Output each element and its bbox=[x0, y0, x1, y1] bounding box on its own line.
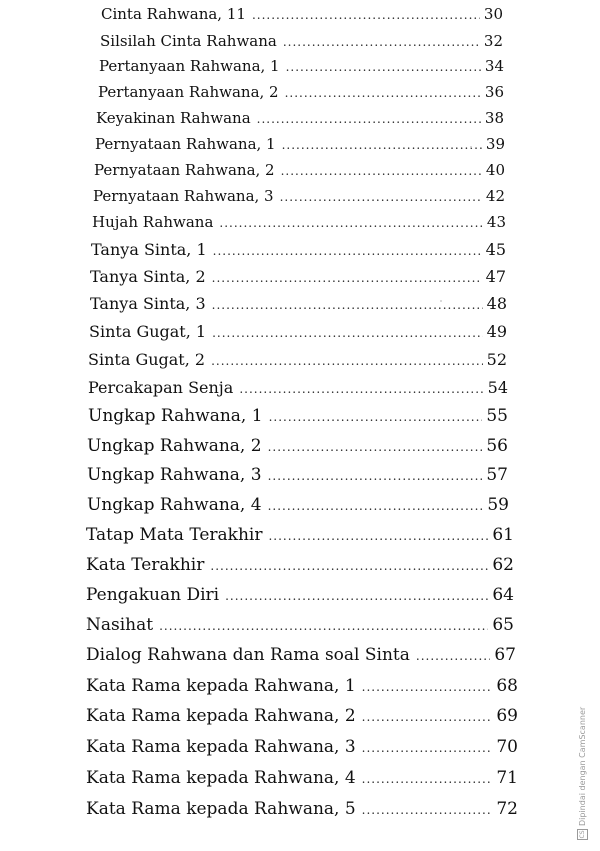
toc-entry-page: 45 bbox=[485, 240, 506, 259]
toc-entry bbox=[86, 587, 514, 604]
toc-entry-title: Pernyataan Rahwana, 1 bbox=[95, 135, 276, 153]
toc-entry-title: Ungkap Rahwana, 2 bbox=[87, 436, 262, 456]
toc-entry-title: Kata Rama kepada Rahwana, 3 bbox=[86, 737, 356, 757]
toc-entry-page: 42 bbox=[485, 187, 505, 205]
toc-entry-title: Pertanyaan Rahwana, 2 bbox=[98, 83, 279, 101]
toc-entry-title: Kata Terakhir bbox=[86, 555, 205, 575]
toc-entry-title: Keyakinan Rahwana bbox=[96, 109, 251, 127]
toc-entry-title: Ungkap Rahwana, 1 bbox=[88, 406, 263, 426]
toc-entry-title: Nasihat bbox=[86, 615, 154, 635]
toc-entry-page: 67 bbox=[494, 645, 516, 665]
dot-leader bbox=[268, 441, 483, 453]
toc-entry-page: 47 bbox=[485, 267, 506, 286]
dot-leader bbox=[285, 87, 481, 99]
toc-entry-page: 64 bbox=[492, 585, 514, 605]
toc-entry-title: Tanya Sinta, 2 bbox=[90, 267, 206, 286]
dot-leader bbox=[212, 327, 483, 339]
toc-entry-page: 49 bbox=[486, 322, 507, 341]
toc-entry-page: 71 bbox=[496, 768, 518, 788]
toc-entry-title: Percakapan Senja bbox=[88, 378, 234, 397]
dot-leader bbox=[362, 681, 493, 693]
toc-entry-title: Kata Rama kepada Rahwana, 4 bbox=[86, 768, 356, 788]
toc-entry bbox=[98, 85, 504, 100]
toc-entry bbox=[86, 770, 518, 787]
toc-entry bbox=[86, 739, 518, 756]
toc-entry-title: Tanya Sinta, 3 bbox=[90, 294, 206, 313]
toc-entry-page: 55 bbox=[486, 406, 508, 426]
toc-entry-title: Cinta Rahwana, 11 bbox=[101, 5, 246, 23]
dot-leader bbox=[268, 500, 484, 512]
toc-entry-page: 61 bbox=[492, 525, 514, 545]
toc-entry bbox=[87, 438, 508, 455]
scan-speck bbox=[470, 146, 472, 148]
camscanner-logo-icon: CS bbox=[579, 830, 586, 839]
toc-entry-title: Pernyataan Rahwana, 2 bbox=[94, 161, 275, 179]
toc-entry-page: 59 bbox=[487, 495, 509, 515]
toc-entry-page: 48 bbox=[486, 294, 507, 313]
toc-entry-page: 70 bbox=[496, 737, 518, 757]
toc-entry-title: Ungkap Rahwana, 4 bbox=[87, 495, 262, 515]
toc-entry-title: Ungkap Rahwana, 3 bbox=[87, 465, 262, 485]
toc-entry bbox=[86, 617, 514, 634]
toc-entry bbox=[96, 111, 504, 126]
toc-entry-page: 72 bbox=[496, 799, 518, 819]
dot-leader bbox=[362, 804, 493, 816]
toc-entry-title: Tatap Mata Terakhir bbox=[86, 525, 263, 545]
scan-speck bbox=[440, 300, 442, 302]
toc-entry bbox=[90, 296, 507, 312]
toc-entry bbox=[86, 678, 518, 695]
dot-leader bbox=[210, 560, 488, 572]
scanner-watermark bbox=[577, 707, 588, 840]
dot-leader bbox=[239, 383, 483, 395]
toc-entry-title: Silsilah Cinta Rahwana bbox=[100, 32, 277, 50]
dot-leader bbox=[268, 470, 483, 482]
dot-leader bbox=[280, 191, 482, 203]
dot-leader bbox=[268, 530, 488, 542]
dot-leader bbox=[225, 590, 488, 602]
dot-leader bbox=[212, 272, 482, 284]
toc-entry-title: Pengakuan Diri bbox=[86, 585, 220, 605]
toc-entry-page: 65 bbox=[492, 615, 514, 635]
toc-entry bbox=[93, 189, 505, 204]
toc-entry-title: Pernyataan Rahwana, 3 bbox=[93, 187, 274, 205]
dot-leader bbox=[257, 113, 481, 125]
toc-entry-page: 52 bbox=[486, 350, 507, 369]
toc-entry bbox=[86, 557, 514, 574]
toc-entry-title: Hujah Rahwana bbox=[92, 213, 214, 231]
toc-entry bbox=[99, 59, 504, 74]
toc-entry-title: Pertanyaan Rahwana, 1 bbox=[99, 57, 280, 75]
dot-leader bbox=[213, 245, 482, 257]
dot-leader bbox=[286, 61, 481, 73]
toc-entry bbox=[95, 137, 505, 152]
toc-entry bbox=[100, 34, 503, 49]
dot-leader bbox=[362, 742, 493, 754]
toc-entry-title: Sinta Gugat, 2 bbox=[88, 350, 206, 369]
toc-entry-page: 34 bbox=[484, 57, 504, 75]
toc-entry bbox=[86, 527, 514, 544]
dot-leader bbox=[282, 139, 482, 151]
toc-entry bbox=[89, 324, 507, 340]
toc-entry bbox=[88, 352, 507, 368]
toc-entry-title: Kata Rama kepada Rahwana, 5 bbox=[86, 799, 356, 819]
toc-entry-page: 40 bbox=[485, 161, 505, 179]
toc-entry-page: 38 bbox=[484, 109, 504, 127]
dot-leader bbox=[269, 411, 483, 423]
toc-entry-page: 32 bbox=[483, 32, 503, 50]
toc-entry bbox=[94, 163, 505, 178]
dot-leader bbox=[362, 773, 493, 785]
dot-leader bbox=[416, 650, 490, 662]
toc-entry-page: 68 bbox=[496, 676, 518, 696]
toc-entry-page: 69 bbox=[496, 706, 518, 726]
toc-entry-title: Tanya Sinta, 1 bbox=[91, 240, 207, 259]
toc-entry bbox=[88, 408, 508, 425]
toc-entry-title: Kata Rama kepada Rahwana, 1 bbox=[86, 676, 356, 696]
toc-entry bbox=[86, 647, 516, 664]
dot-leader bbox=[362, 711, 493, 723]
watermark-text: Dipindai dengan CamScanner bbox=[578, 706, 587, 826]
toc-entry-title: Sinta Gugat, 1 bbox=[89, 322, 207, 341]
toc-entry-page: 36 bbox=[484, 83, 504, 101]
toc-entry-page: 43 bbox=[486, 213, 506, 231]
toc-entry bbox=[90, 269, 506, 285]
toc-entry-page: 30 bbox=[483, 5, 503, 23]
toc-entry-page: 56 bbox=[486, 436, 508, 456]
toc-entry-title: Dialog Rahwana dan Rama soal Sinta bbox=[86, 645, 410, 665]
dot-leader bbox=[211, 355, 483, 367]
toc-entry bbox=[92, 215, 506, 230]
toc-entry bbox=[86, 801, 518, 818]
toc-entry-page: 62 bbox=[492, 555, 514, 575]
toc-entry bbox=[87, 497, 509, 514]
toc-entry bbox=[101, 7, 503, 22]
toc-entry bbox=[88, 380, 508, 396]
toc-entry bbox=[87, 467, 508, 484]
toc-entry bbox=[91, 242, 506, 258]
dot-leader bbox=[159, 620, 488, 632]
dot-leader bbox=[281, 165, 482, 177]
toc-entry-page: 54 bbox=[487, 378, 508, 397]
toc-entry-page: 39 bbox=[485, 135, 505, 153]
dot-leader bbox=[252, 9, 480, 21]
toc-entry-page: 57 bbox=[486, 465, 508, 485]
toc-entry bbox=[86, 708, 518, 725]
toc-entry-title: Kata Rama kepada Rahwana, 2 bbox=[86, 706, 356, 726]
dot-leader bbox=[283, 36, 480, 48]
dot-leader bbox=[219, 217, 483, 229]
